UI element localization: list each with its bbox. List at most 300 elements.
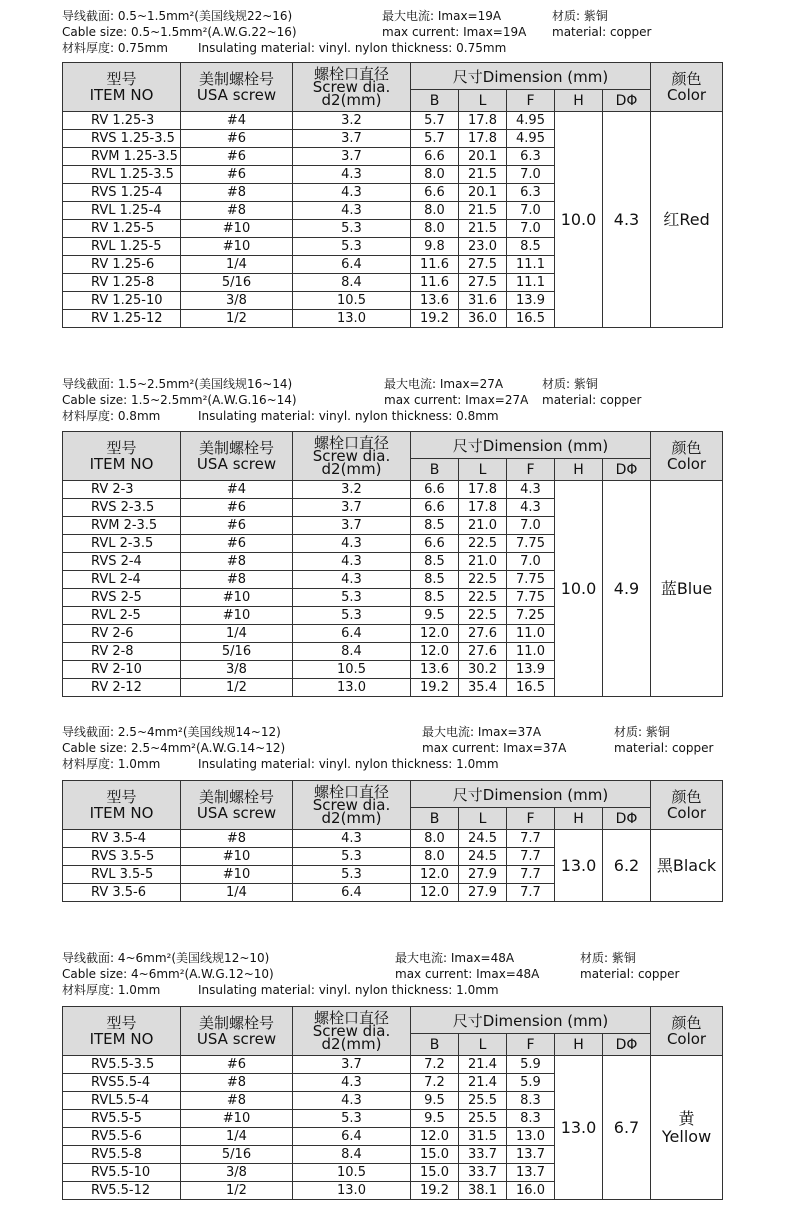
header-color-en: Color xyxy=(666,1030,707,1048)
thickness-cn: 材料厚度: 0.8mm xyxy=(62,409,161,423)
cell-f: 16.5 xyxy=(507,679,555,697)
cell-color xyxy=(651,1056,723,1200)
cell-usa-screw: #6 xyxy=(181,535,293,553)
cell-screw-dia: 4.3 xyxy=(293,202,411,220)
cell-f: 4.95 xyxy=(507,112,555,130)
header-dim-f: F xyxy=(507,459,555,481)
cell-usa-screw: #6 xyxy=(181,166,293,184)
header-color-cn: 颜色 xyxy=(671,788,702,806)
cell-item-no: RVS 1.25-3.5 xyxy=(63,130,181,148)
cell-screw-dia: 6.4 xyxy=(293,625,411,643)
cell-f: 11.0 xyxy=(507,625,555,643)
cell-item-no: RVM 1.25-3.5 xyxy=(63,148,181,166)
color-label-en: Yellow xyxy=(661,1126,712,1146)
cell-f: 7.7 xyxy=(507,866,555,884)
cell-b: 6.6 xyxy=(411,499,459,517)
cell-f: 6.3 xyxy=(507,184,555,202)
spec-notes xyxy=(0,724,790,774)
cell-usa-screw: 1/2 xyxy=(181,310,293,328)
cell-item-no: RVL 2-5 xyxy=(63,607,181,625)
cell-h: 13.0 xyxy=(555,830,603,902)
cell-l: 20.1 xyxy=(459,148,507,166)
cell-l: 22.5 xyxy=(459,535,507,553)
cell-l: 17.8 xyxy=(459,130,507,148)
cable-size-cn: 导线截面: 2.5~4mm²(美国线规14~12) xyxy=(62,725,281,739)
cell-screw-dia: 3.2 xyxy=(293,481,411,499)
header-dia-en: Screw dia. xyxy=(312,1021,391,1040)
cell-f: 11.1 xyxy=(507,256,555,274)
header-dim-h: H xyxy=(555,808,603,830)
cell-b: 9.8 xyxy=(411,238,459,256)
cable-size-en: Cable size: 4~6mm²(A.W.G.12~10) xyxy=(62,967,274,981)
cable-size-en: Cable size: 2.5~4mm²(A.W.G.14~12) xyxy=(62,741,286,755)
header-screw-cn: 美制螺栓号 xyxy=(198,70,274,88)
cell-item-no: RV 1.25-5 xyxy=(63,220,181,238)
header-item-cn: 型号 xyxy=(106,70,137,88)
cell-l: 36.0 xyxy=(459,310,507,328)
cell-screw-dia: 6.4 xyxy=(293,884,411,902)
cell-screw-dia: 5.3 xyxy=(293,589,411,607)
cell-l: 25.5 xyxy=(459,1092,507,1110)
header-dia-cn: 螺栓口直径 xyxy=(313,64,389,83)
cell-b: 6.6 xyxy=(411,148,459,166)
cell-usa-screw: 1/2 xyxy=(181,1182,293,1200)
cell-f: 7.75 xyxy=(507,571,555,589)
cell-b: 6.6 xyxy=(411,481,459,499)
cell-d: 6.7 xyxy=(603,1056,651,1200)
cell-usa-screw: #10 xyxy=(181,866,293,884)
cell-item-no: RV5.5-5 xyxy=(63,1110,181,1128)
header-row xyxy=(63,1007,723,1034)
header-screw-en: USA screw xyxy=(196,86,277,104)
header-color-en: Color xyxy=(666,86,707,104)
thickness-cn: 材料厚度: 0.75mm xyxy=(62,41,168,55)
header-dia-en: Screw dia. xyxy=(312,77,391,96)
insulation-note: Insulating material: vinyl. nylon thickness: 0.8mm xyxy=(198,409,499,423)
cell-usa-screw: 5/16 xyxy=(181,1146,293,1164)
max-current-cn: 最大电流: Imax=37A xyxy=(422,725,542,739)
cell-usa-screw: 5/16 xyxy=(181,274,293,292)
cell-screw-dia: 8.4 xyxy=(293,1146,411,1164)
table-row xyxy=(63,830,723,848)
cell-b: 13.6 xyxy=(411,292,459,310)
cell-item-no: RV 2-10 xyxy=(63,661,181,679)
max-current-cn: 最大电流: Imax=48A xyxy=(395,951,515,965)
cell-f: 7.0 xyxy=(507,517,555,535)
cell-l: 21.5 xyxy=(459,202,507,220)
cell-l: 30.2 xyxy=(459,661,507,679)
header-screw-cn: 美制螺栓号 xyxy=(198,1014,274,1032)
cell-f: 11.0 xyxy=(507,643,555,661)
cell-usa-screw: #10 xyxy=(181,848,293,866)
header-color-en: Color xyxy=(666,804,707,822)
cable-size-en: Cable size: 0.5~1.5mm²(A.W.G.22~16) xyxy=(62,25,297,39)
cell-screw-dia: 4.3 xyxy=(293,535,411,553)
header-item-no xyxy=(63,1007,181,1056)
cell-l: 24.5 xyxy=(459,848,507,866)
cell-screw-dia: 5.3 xyxy=(293,238,411,256)
header-item-en: ITEM NO xyxy=(89,455,154,473)
cell-usa-screw: #8 xyxy=(181,571,293,589)
header-color-cn: 颜色 xyxy=(671,70,702,88)
cell-f: 4.3 xyxy=(507,499,555,517)
cell-usa-screw: #4 xyxy=(181,481,293,499)
header-usa-screw xyxy=(181,781,293,830)
cell-f: 4.95 xyxy=(507,130,555,148)
header-dim-d: DΦ xyxy=(603,459,651,481)
header-dim-f: F xyxy=(507,90,555,112)
cell-l: 22.5 xyxy=(459,589,507,607)
header-dim-d: DΦ xyxy=(603,1034,651,1056)
cell-usa-screw: 3/8 xyxy=(181,1164,293,1182)
cell-l: 23.0 xyxy=(459,238,507,256)
cell-b: 12.0 xyxy=(411,643,459,661)
cell-screw-dia: 4.3 xyxy=(293,553,411,571)
header-color xyxy=(651,63,723,112)
header-dia-en: Screw dia. xyxy=(312,795,391,814)
header-dimension: 尺寸Dimension (mm) xyxy=(411,63,651,90)
cell-usa-screw: #4 xyxy=(181,112,293,130)
cell-b: 12.0 xyxy=(411,1128,459,1146)
max-current-en: max current: Imax=27A xyxy=(384,393,529,407)
cell-b: 8.5 xyxy=(411,589,459,607)
cell-l: 21.0 xyxy=(459,553,507,571)
cell-screw-dia: 10.5 xyxy=(293,1164,411,1182)
cell-usa-screw: 1/4 xyxy=(181,625,293,643)
cell-item-no: RVS 3.5-5 xyxy=(63,848,181,866)
cell-item-no: RV 2-8 xyxy=(63,643,181,661)
cell-f: 7.0 xyxy=(507,166,555,184)
cell-usa-screw: 1/4 xyxy=(181,256,293,274)
cell-item-no: RVL 2-4 xyxy=(63,571,181,589)
cell-screw-dia: 4.3 xyxy=(293,1092,411,1110)
header-color-cn: 颜色 xyxy=(671,1014,702,1032)
cell-usa-screw: #6 xyxy=(181,517,293,535)
spec-table xyxy=(62,431,723,697)
cell-l: 31.5 xyxy=(459,1128,507,1146)
cell-b: 6.6 xyxy=(411,535,459,553)
cell-f: 8.3 xyxy=(507,1092,555,1110)
cell-usa-screw: 5/16 xyxy=(181,643,293,661)
cell-b: 8.0 xyxy=(411,166,459,184)
cell-d: 4.3 xyxy=(603,112,651,328)
spec-table xyxy=(62,780,723,902)
header-item-no xyxy=(63,63,181,112)
header-dia-sym: d2(mm) xyxy=(321,1034,382,1053)
cell-usa-screw: 1/4 xyxy=(181,884,293,902)
header-dim-h: H xyxy=(555,90,603,112)
cell-item-no: RV 2-12 xyxy=(63,679,181,697)
cell-b: 11.6 xyxy=(411,256,459,274)
cell-color xyxy=(651,830,723,902)
cell-screw-dia: 3.2 xyxy=(293,112,411,130)
cell-f: 13.9 xyxy=(507,292,555,310)
thickness-cn: 材料厚度: 1.0mm xyxy=(62,757,161,771)
cell-l: 20.1 xyxy=(459,184,507,202)
cell-screw-dia: 5.3 xyxy=(293,1110,411,1128)
cell-f: 7.0 xyxy=(507,553,555,571)
cell-h: 13.0 xyxy=(555,1056,603,1200)
header-dia-cn: 螺栓口直径 xyxy=(313,433,389,452)
header-dim-d: DΦ xyxy=(603,90,651,112)
cell-f: 13.0 xyxy=(507,1128,555,1146)
table-row xyxy=(63,481,723,499)
cell-b: 5.7 xyxy=(411,130,459,148)
header-usa-screw xyxy=(181,1007,293,1056)
cell-f: 6.3 xyxy=(507,148,555,166)
header-color-en: Color xyxy=(666,455,707,473)
cell-screw-dia: 13.0 xyxy=(293,1182,411,1200)
color-label: 蓝Blue xyxy=(660,578,713,598)
cell-b: 13.6 xyxy=(411,661,459,679)
cell-color xyxy=(651,112,723,328)
cell-item-no: RV 1.25-10 xyxy=(63,292,181,310)
cable-size-en: Cable size: 1.5~2.5mm²(A.W.G.16~14) xyxy=(62,393,297,407)
color-label: 黑Black xyxy=(656,855,717,875)
cell-b: 12.0 xyxy=(411,884,459,902)
header-usa-screw xyxy=(181,63,293,112)
cell-item-no: RVS 2-5 xyxy=(63,589,181,607)
cable-size-cn: 导线截面: 4~6mm²(美国线规12~10) xyxy=(62,951,270,965)
cell-item-no: RVL5.5-4 xyxy=(63,1092,181,1110)
header-dim-b: B xyxy=(411,808,459,830)
cell-screw-dia: 4.3 xyxy=(293,571,411,589)
header-row xyxy=(63,781,723,808)
cell-item-no: RVS 2-4 xyxy=(63,553,181,571)
cell-usa-screw: #8 xyxy=(181,830,293,848)
cell-item-no: RVL 1.25-3.5 xyxy=(63,166,181,184)
spec-notes xyxy=(0,376,790,426)
header-screw-dia xyxy=(293,781,411,830)
cell-l: 38.1 xyxy=(459,1182,507,1200)
cell-f: 7.0 xyxy=(507,202,555,220)
cell-screw-dia: 3.7 xyxy=(293,499,411,517)
spec-notes xyxy=(0,950,790,1000)
cell-l: 22.5 xyxy=(459,571,507,589)
header-dimension: 尺寸Dimension (mm) xyxy=(411,432,651,459)
material-en: material: copper xyxy=(580,967,680,981)
cell-screw-dia: 10.5 xyxy=(293,661,411,679)
cell-item-no: RVM 2-3.5 xyxy=(63,517,181,535)
table-row xyxy=(63,112,723,130)
header-dia-sym: d2(mm) xyxy=(321,459,382,478)
header-color xyxy=(651,781,723,830)
cell-item-no: RV5.5-10 xyxy=(63,1164,181,1182)
cell-l: 22.5 xyxy=(459,607,507,625)
cell-screw-dia: 4.3 xyxy=(293,166,411,184)
header-color xyxy=(651,1007,723,1056)
cell-screw-dia: 3.7 xyxy=(293,1056,411,1074)
cell-b: 7.2 xyxy=(411,1056,459,1074)
cell-f: 7.75 xyxy=(507,589,555,607)
cell-item-no: RV5.5-12 xyxy=(63,1182,181,1200)
cell-f: 7.7 xyxy=(507,884,555,902)
header-item-cn: 型号 xyxy=(106,439,137,457)
cell-item-no: RV5.5-3.5 xyxy=(63,1056,181,1074)
header-dia-sym: d2(mm) xyxy=(321,808,382,827)
cell-item-no: RV 1.25-8 xyxy=(63,274,181,292)
material-cn: 材质: 紫铜 xyxy=(542,377,598,391)
cell-item-no: RV 3.5-4 xyxy=(63,830,181,848)
cell-b: 8.0 xyxy=(411,848,459,866)
header-color xyxy=(651,432,723,481)
header-dia-sym: d2(mm) xyxy=(321,90,382,109)
cell-screw-dia: 13.0 xyxy=(293,679,411,697)
header-screw-en: USA screw xyxy=(196,804,277,822)
table-row xyxy=(63,1056,723,1074)
spec-table xyxy=(62,62,723,328)
cell-b: 7.2 xyxy=(411,1074,459,1092)
insulation-note: Insulating material: vinyl. nylon thickness: 1.0mm xyxy=(198,757,499,771)
cell-screw-dia: 10.5 xyxy=(293,292,411,310)
cell-f: 7.75 xyxy=(507,535,555,553)
cell-usa-screw: #8 xyxy=(181,553,293,571)
cell-usa-screw: #6 xyxy=(181,1056,293,1074)
header-dim-f: F xyxy=(507,808,555,830)
cell-usa-screw: #6 xyxy=(181,130,293,148)
cell-usa-screw: #8 xyxy=(181,202,293,220)
cell-l: 21.4 xyxy=(459,1056,507,1074)
header-row xyxy=(63,63,723,90)
cell-usa-screw: #8 xyxy=(181,184,293,202)
header-usa-screw xyxy=(181,432,293,481)
material-cn: 材质: 紫铜 xyxy=(614,725,670,739)
cell-screw-dia: 3.7 xyxy=(293,517,411,535)
cell-item-no: RV5.5-8 xyxy=(63,1146,181,1164)
header-dim-l: L xyxy=(459,1034,507,1056)
cell-b: 5.7 xyxy=(411,112,459,130)
cell-b: 8.0 xyxy=(411,220,459,238)
cell-f: 13.7 xyxy=(507,1164,555,1182)
cell-f: 7.25 xyxy=(507,607,555,625)
cell-l: 33.7 xyxy=(459,1164,507,1182)
cell-item-no: RVS 2-3.5 xyxy=(63,499,181,517)
header-screw-en: USA screw xyxy=(196,455,277,473)
header-screw-dia xyxy=(293,63,411,112)
cell-b: 8.5 xyxy=(411,571,459,589)
cell-screw-dia: 4.3 xyxy=(293,830,411,848)
header-dia-en: Screw dia. xyxy=(312,446,391,465)
cable-size-cn: 导线截面: 1.5~2.5mm²(美国线规16~14) xyxy=(62,377,293,391)
cell-f: 13.9 xyxy=(507,661,555,679)
cell-l: 35.4 xyxy=(459,679,507,697)
cell-f: 7.7 xyxy=(507,848,555,866)
header-dimension: 尺寸Dimension (mm) xyxy=(411,1007,651,1034)
cell-l: 31.6 xyxy=(459,292,507,310)
material-en: material: copper xyxy=(542,393,642,407)
cable-size-cn: 导线截面: 0.5~1.5mm²(美国线规22~16) xyxy=(62,9,293,23)
cell-item-no: RV 1.25-3 xyxy=(63,112,181,130)
cell-b: 12.0 xyxy=(411,625,459,643)
cell-l: 21.4 xyxy=(459,1074,507,1092)
cell-b: 12.0 xyxy=(411,866,459,884)
cell-b: 9.5 xyxy=(411,1092,459,1110)
cell-screw-dia: 8.4 xyxy=(293,643,411,661)
cell-screw-dia: 5.3 xyxy=(293,866,411,884)
cell-item-no: RV 2-3 xyxy=(63,481,181,499)
insulation-note: Insulating material: vinyl. nylon thickness: 0.75mm xyxy=(198,41,507,55)
cell-f: 8.3 xyxy=(507,1110,555,1128)
header-dim-f: F xyxy=(507,1034,555,1056)
cell-l: 21.0 xyxy=(459,517,507,535)
header-item-cn: 型号 xyxy=(106,788,137,806)
cell-l: 27.5 xyxy=(459,274,507,292)
cell-l: 25.5 xyxy=(459,1110,507,1128)
cell-b: 6.6 xyxy=(411,184,459,202)
cell-l: 21.5 xyxy=(459,166,507,184)
cell-d: 6.2 xyxy=(603,830,651,902)
cell-l: 17.8 xyxy=(459,499,507,517)
cell-b: 8.5 xyxy=(411,517,459,535)
cell-screw-dia: 3.7 xyxy=(293,148,411,166)
cell-f: 5.9 xyxy=(507,1074,555,1092)
cell-f: 5.9 xyxy=(507,1056,555,1074)
cell-l: 17.8 xyxy=(459,481,507,499)
cell-l: 27.6 xyxy=(459,625,507,643)
header-screw-dia xyxy=(293,1007,411,1056)
cell-color xyxy=(651,481,723,697)
cell-usa-screw: 3/8 xyxy=(181,292,293,310)
cell-b: 8.0 xyxy=(411,830,459,848)
cell-b: 8.0 xyxy=(411,202,459,220)
cell-screw-dia: 4.3 xyxy=(293,184,411,202)
cell-item-no: RVL 1.25-4 xyxy=(63,202,181,220)
cell-l: 21.5 xyxy=(459,220,507,238)
color-label: 黄 xyxy=(678,1108,695,1128)
cell-b: 9.5 xyxy=(411,1110,459,1128)
cell-l: 33.7 xyxy=(459,1146,507,1164)
spec-table xyxy=(62,1006,723,1200)
cell-d: 4.9 xyxy=(603,481,651,697)
cell-usa-screw: 3/8 xyxy=(181,661,293,679)
cell-b: 15.0 xyxy=(411,1164,459,1182)
cell-screw-dia: 6.4 xyxy=(293,256,411,274)
cell-l: 24.5 xyxy=(459,830,507,848)
cell-item-no: RVL 1.25-5 xyxy=(63,238,181,256)
cell-usa-screw: #6 xyxy=(181,148,293,166)
max-current-cn: 最大电流: Imax=19A xyxy=(382,9,502,23)
header-dim-h: H xyxy=(555,459,603,481)
color-label: 红Red xyxy=(663,209,710,229)
cell-item-no: RV 1.25-6 xyxy=(63,256,181,274)
cell-f: 13.7 xyxy=(507,1146,555,1164)
cell-f: 8.5 xyxy=(507,238,555,256)
header-color-cn: 颜色 xyxy=(671,439,702,457)
material-cn: 材质: 紫铜 xyxy=(552,9,608,23)
cell-item-no: RVS 1.25-4 xyxy=(63,184,181,202)
cell-usa-screw: #10 xyxy=(181,238,293,256)
header-dim-h: H xyxy=(555,1034,603,1056)
header-dim-l: L xyxy=(459,90,507,112)
cell-usa-screw: #10 xyxy=(181,220,293,238)
cell-f: 4.3 xyxy=(507,481,555,499)
cell-b: 9.5 xyxy=(411,607,459,625)
cell-item-no: RVL 3.5-5 xyxy=(63,866,181,884)
header-screw-cn: 美制螺栓号 xyxy=(198,439,274,457)
header-screw-dia xyxy=(293,432,411,481)
cell-screw-dia: 5.3 xyxy=(293,607,411,625)
max-current-cn: 最大电流: Imax=27A xyxy=(384,377,504,391)
max-current-en: max current: Imax=48A xyxy=(395,967,540,981)
cell-screw-dia: 6.4 xyxy=(293,1128,411,1146)
cell-h: 10.0 xyxy=(555,112,603,328)
cell-l: 27.5 xyxy=(459,256,507,274)
cell-screw-dia: 5.3 xyxy=(293,220,411,238)
header-screw-cn: 美制螺栓号 xyxy=(198,788,274,806)
cell-usa-screw: #8 xyxy=(181,1092,293,1110)
header-dia-cn: 螺栓口直径 xyxy=(313,1008,389,1027)
material-cn: 材质: 紫铜 xyxy=(580,951,636,965)
